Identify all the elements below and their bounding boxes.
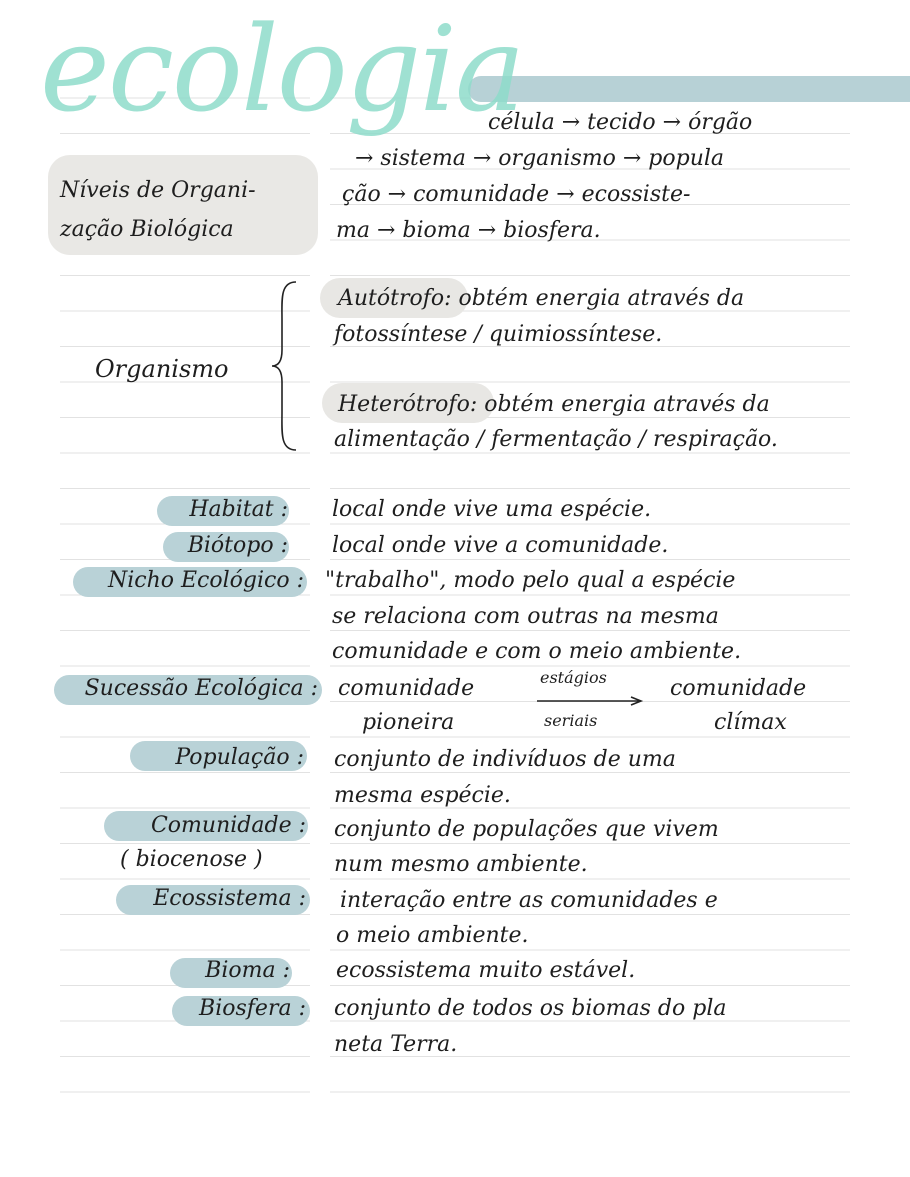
- biosfera-term: Biosfera :: [199, 996, 306, 1021]
- autotrofo-definition: : obtém energia através da: [444, 286, 745, 311]
- niveis-label-line-1: Níveis de Organi-: [60, 178, 256, 203]
- biosfera-line-1: conjunto de todos os biomas do pla: [334, 996, 727, 1021]
- nicho-line-2: se relaciona com outras na mesma: [332, 604, 719, 629]
- autotrofo-line-1: [338, 281, 744, 316]
- comunidade-subterm: ( biocenose ): [120, 847, 263, 872]
- biotopo-definition: local onde vive a comunidade.: [332, 533, 669, 558]
- autotrofo-term: Autótrofo: [338, 286, 445, 311]
- autotrofo-line-2: fotossíntese / quimiossíntese.: [334, 322, 663, 347]
- heterotrofo-line-1: [338, 387, 770, 422]
- bioma-definition: ecossistema muito estável.: [336, 958, 636, 983]
- ecossistema-line-1: interação entre as comunidades e: [340, 888, 718, 913]
- niveis-line-2: → sistema → organismo → popula: [355, 146, 725, 171]
- sucessao-term: Sucessão Ecológica :: [84, 676, 318, 701]
- sucessao-right-bottom: clímax: [714, 710, 787, 735]
- biotopo-term: Biótopo :: [187, 533, 288, 558]
- comunidade-line-2: num mesmo ambiente.: [334, 852, 588, 877]
- populacao-line-2: mesma espécie.: [334, 783, 511, 808]
- heterotrofo-definition: : obtém energia através da: [469, 392, 770, 417]
- sucessao-left-bottom: pioneira: [362, 710, 455, 735]
- niveis-line-3: ção → comunidade → ecossiste-: [342, 182, 691, 207]
- populacao-term: População :: [175, 745, 304, 770]
- niveis-line-4: ma → bioma → biosfera.: [336, 218, 601, 243]
- arrow-right-icon: [535, 696, 645, 706]
- niveis-label-line-2: zação Biológica: [60, 217, 234, 242]
- populacao-line-1: conjunto de indivíduos de uma: [334, 747, 676, 772]
- habitat-definition: local onde vive uma espécie.: [332, 497, 652, 522]
- title-banner: [468, 76, 910, 102]
- biosfera-line-2: neta Terra.: [334, 1032, 458, 1057]
- sucessao-arrow-top: estágios: [540, 668, 607, 687]
- comunidade-line-1: conjunto de populações que vivem: [334, 817, 719, 842]
- niveis-line-1: célula → tecido → órgão: [488, 110, 753, 135]
- organismo-label: Organismo: [95, 355, 229, 383]
- heterotrofo-term: Heterótrofo: [338, 392, 470, 417]
- ecossistema-term: Ecossistema :: [153, 886, 306, 911]
- heterotrofo-line-2: alimentação / fermentação / respiração.: [334, 427, 778, 452]
- comunidade-term: Comunidade :: [150, 813, 306, 838]
- nicho-term: Nicho Ecológico :: [107, 568, 304, 593]
- nicho-line-3: comunidade e com o meio ambiente.: [332, 639, 742, 664]
- bioma-term: Bioma :: [205, 958, 290, 983]
- habitat-term: Habitat :: [189, 497, 288, 522]
- sucessao-left-top: comunidade: [338, 676, 475, 701]
- nicho-line-1: "trabalho", modo pelo qual a espécie: [325, 568, 736, 593]
- sucessao-right-top: comunidade: [670, 676, 807, 701]
- curly-brace-icon: [270, 280, 300, 452]
- sucessao-arrow-bottom: seriais: [544, 711, 598, 730]
- page-title: ecologia: [40, 0, 524, 138]
- ecossistema-line-2: o meio ambiente.: [336, 923, 529, 948]
